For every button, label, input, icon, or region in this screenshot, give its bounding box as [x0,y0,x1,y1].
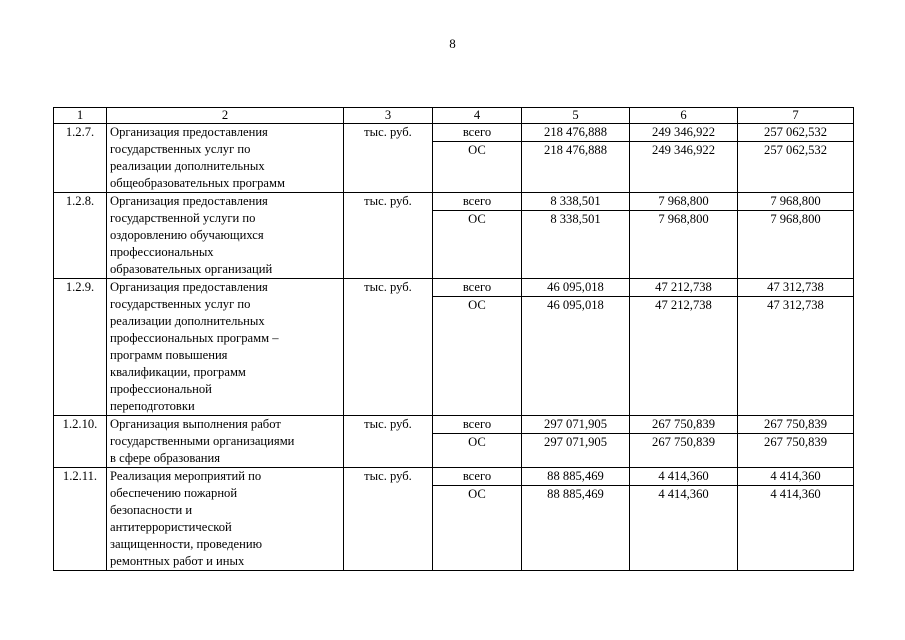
funding-source-cell: всего [433,124,522,142]
value-col5: 8 338,501 [522,193,630,211]
value-col6: 47 212,738 [630,297,738,416]
funding-source-cell: ОС [433,486,522,571]
description-line: защищенности, проведению [110,537,263,551]
value-col6: 4 414,360 [630,468,738,486]
value-col5: 88 885,469 [522,486,630,571]
funding-source-cell: всего [433,193,522,211]
value-col7: 7 968,800 [738,193,854,211]
value-col6: 267 750,839 [630,416,738,434]
row-number: 1.2.7. [54,124,107,193]
description-line: Организация предоставления [110,125,268,139]
value-col6: 249 346,922 [630,142,738,193]
description-line: реализации дополнительных [110,159,265,173]
description-line: переподготовки [110,399,195,413]
funding-source-cell: всего [433,416,522,434]
description-line: антитеррористической [110,520,232,534]
description-line: общеобразовательных программ [110,176,285,190]
value-col6: 47 212,738 [630,279,738,297]
value-col7: 47 312,738 [738,297,854,416]
value-col7: 4 414,360 [738,468,854,486]
description-line: образовательных организаций [110,262,273,276]
value-col5: 46 095,018 [522,297,630,416]
value-col7: 267 750,839 [738,416,854,434]
description-line: государственных услуг по [110,297,251,311]
value-col5: 46 095,018 [522,279,630,297]
row-description [107,416,344,468]
funding-source-cell: всего [433,468,522,486]
funding-source-cell: ОС [433,142,522,193]
description-line: Организация предоставления [110,194,268,208]
header-cell: 2 [107,108,344,124]
value-col7: 47 312,738 [738,279,854,297]
funding-source-cell: ОС [433,297,522,416]
row-number: 1.2.11. [54,468,107,571]
row-number: 1.2.10. [54,416,107,468]
description-line: государственных услуг по [110,142,251,156]
value-col7: 257 062,532 [738,142,854,193]
value-col5: 218 476,888 [522,142,630,193]
table-row [54,468,854,486]
description-line: ремонтных работ и иных [110,554,245,568]
description-line: программ повышения [110,348,228,362]
table-row [54,124,854,142]
unit-cell: тыс. руб. [344,279,433,416]
header-cell: 6 [630,108,738,124]
header-row [54,108,854,124]
description-line: квалификации, программ [110,365,246,379]
description-line: реализации дополнительных [110,314,265,328]
description-line: Организация предоставления [110,280,268,294]
description-line: государственными организациями [110,434,295,448]
row-number: 1.2.8. [54,193,107,279]
value-col6: 249 346,922 [630,124,738,142]
value-col5: 8 338,501 [522,211,630,279]
header-cell: 7 [738,108,854,124]
value-col7: 267 750,839 [738,434,854,468]
value-col7: 257 062,532 [738,124,854,142]
description-line: в сфере образования [110,451,221,465]
funding-source-cell: всего [433,279,522,297]
value-col6: 4 414,360 [630,486,738,571]
description-line: профессиональной [110,382,212,396]
description-line: обеспечению пожарной [110,486,238,500]
unit-cell: тыс. руб. [344,416,433,468]
table-row [54,193,854,211]
value-col7: 7 968,800 [738,211,854,279]
value-col5: 218 476,888 [522,124,630,142]
funding-source-cell: ОС [433,434,522,468]
budget-table [53,107,854,571]
description-line: Реализация мероприятий по [110,469,262,483]
value-col5: 297 071,905 [522,434,630,468]
row-description [107,193,344,279]
header-cell: 3 [344,108,433,124]
value-col6: 7 968,800 [630,193,738,211]
unit-cell: тыс. руб. [344,468,433,571]
unit-cell: тыс. руб. [344,193,433,279]
header-cell: 5 [522,108,630,124]
page-number: 8 [449,36,456,51]
unit-cell: тыс. руб. [344,124,433,193]
table-row [54,279,854,297]
value-col5: 88 885,469 [522,468,630,486]
value-col6: 7 968,800 [630,211,738,279]
description-line: государственной услуги по [110,211,256,225]
description-line: оздоровлению обучающихся [110,228,264,242]
header-cell: 4 [433,108,522,124]
row-description [107,279,344,416]
description-line: Организация выполнения работ [110,417,281,431]
row-description [107,124,344,193]
header-cell: 1 [54,108,107,124]
value-col7: 4 414,360 [738,486,854,571]
description-line: профессиональных программ – [110,331,279,345]
value-col6: 267 750,839 [630,434,738,468]
table-row [54,416,854,434]
row-description [107,468,344,571]
row-number: 1.2.9. [54,279,107,416]
description-line: безопасности и [110,503,193,517]
funding-source-cell: ОС [433,211,522,279]
description-line: профессиональных [110,245,214,259]
value-col5: 297 071,905 [522,416,630,434]
